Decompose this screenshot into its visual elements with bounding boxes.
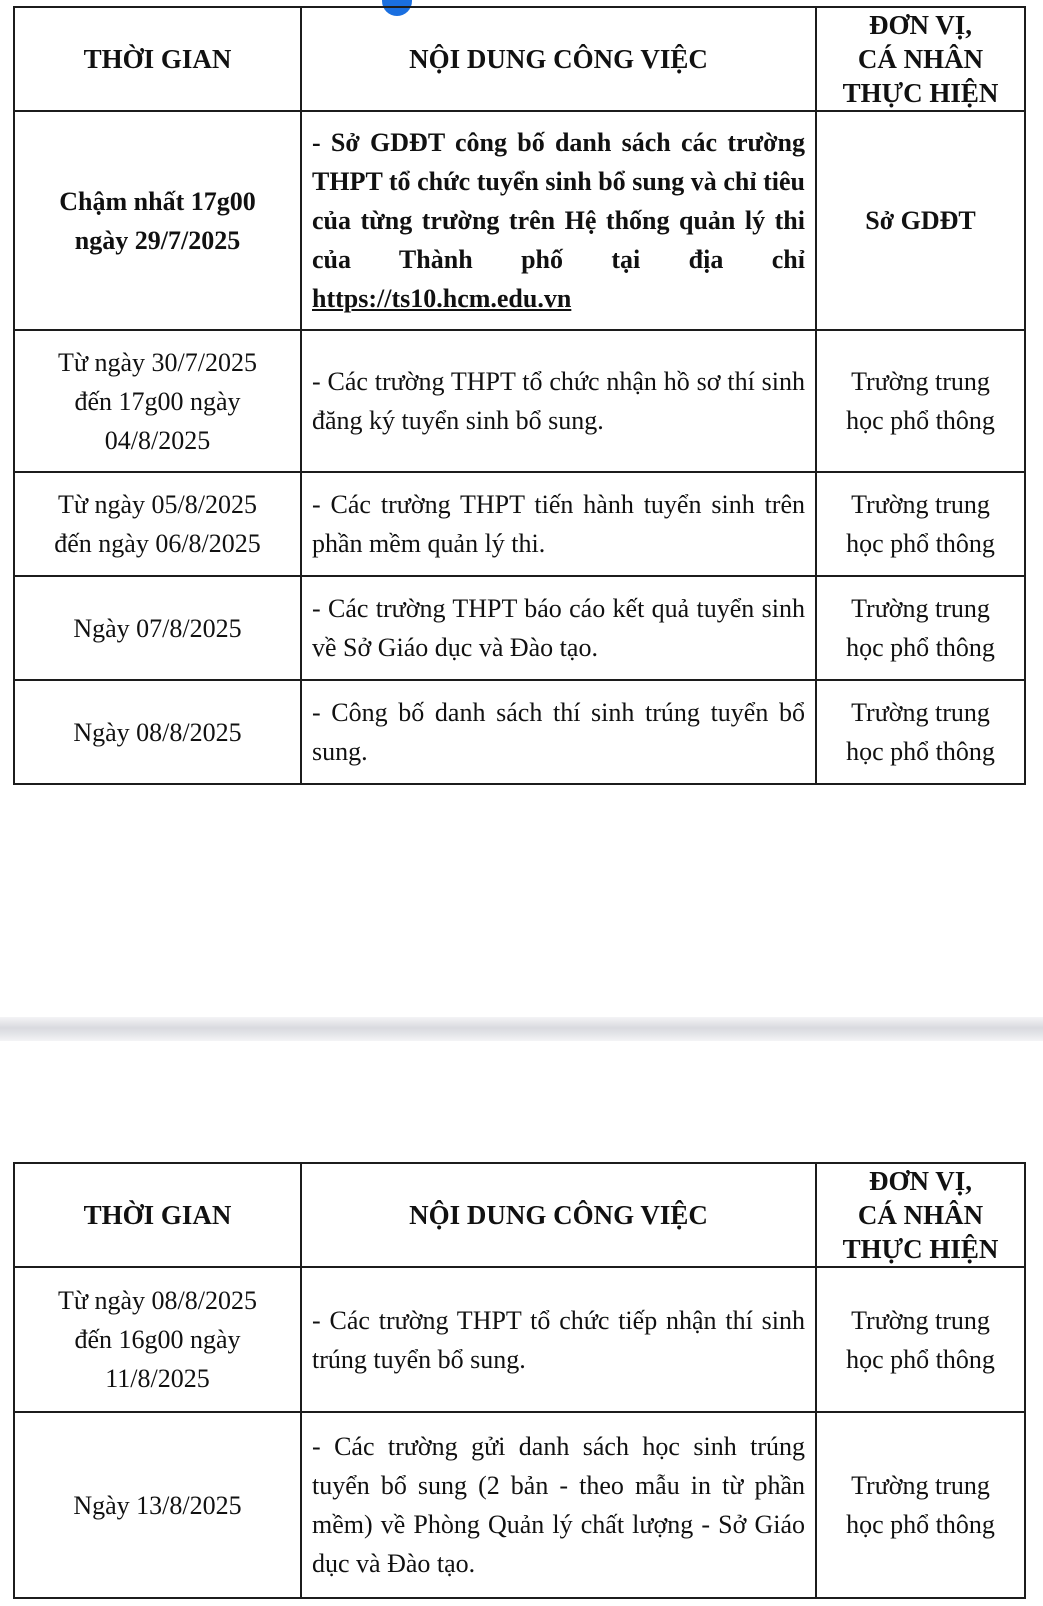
table-row xyxy=(14,1267,1025,1412)
table-row xyxy=(14,680,1025,784)
task-cell: - Công bố danh sách thí sinh trúng tuyển bổ sung. xyxy=(301,680,816,784)
time-cell: Ngày 08/8/2025 xyxy=(14,680,301,784)
unit-cell: Trường trung học phổ thông xyxy=(816,1267,1025,1412)
page-separator xyxy=(0,1017,1043,1041)
ts10-link[interactable]: https://ts10.hcm.edu.vn xyxy=(312,284,572,313)
header-unit: ĐƠN VỊ, CÁ NHÂN THỰC HIỆN xyxy=(816,7,1025,111)
header-time: THỜI GIAN xyxy=(14,7,301,111)
time-cell: Từ ngày 30/7/2025 đến 17g00 ngày 04/8/2025 xyxy=(14,330,301,472)
table-row xyxy=(14,111,1025,330)
task-cell: - Các trường gửi danh sách học sinh trúng tuyển bổ sung (2 bản - theo mẫu in từ phần mềm) về Phòng Quản lý chất lượng - Sở Giáo dục và Đào tạo. xyxy=(301,1412,816,1598)
unit-cell: Trường trung học phổ thông xyxy=(816,680,1025,784)
time-cell: Ngày 07/8/2025 xyxy=(14,576,301,680)
unit-cell: Trường trung học phổ thông xyxy=(816,1412,1025,1598)
unit-cell: Trường trung học phổ thông xyxy=(816,576,1025,680)
schedule-table-1 xyxy=(13,6,1026,785)
table-row xyxy=(14,576,1025,680)
unit-cell: Sở GDĐT xyxy=(816,111,1025,330)
task-cell: - Các trường THPT tổ chức tiếp nhận thí sinh trúng tuyển bổ sung. xyxy=(301,1267,816,1412)
header-time: THỜI GIAN xyxy=(14,1163,301,1267)
table-row xyxy=(14,472,1025,576)
unit-cell: Trường trung học phổ thông xyxy=(816,472,1025,576)
header-task: NỘI DUNG CÔNG VIỆC xyxy=(301,1163,816,1267)
time-cell: Từ ngày 08/8/2025 đến 16g00 ngày 11/8/2025 xyxy=(14,1267,301,1412)
table-row xyxy=(14,330,1025,472)
task-cell: - Các trường THPT tổ chức nhận hồ sơ thí sinh đăng ký tuyển sinh bổ sung. xyxy=(301,330,816,472)
task-cell: - Các trường THPT tiến hành tuyển sinh trên phần mềm quản lý thi. xyxy=(301,472,816,576)
task-cell: - Sở GDĐT công bố danh sách các trường THPT tổ chức tuyển sinh bổ sung và chỉ tiêu của từng trường trên Hệ thống quản lý thi của Thành phố tại địa chỉ https://ts10.hcm.edu.vn xyxy=(301,111,816,330)
task-cell: - Các trường THPT báo cáo kết quả tuyển sinh về Sở Giáo dục và Đào tạo. xyxy=(301,576,816,680)
time-cell: Chậm nhất 17g00 ngày 29/7/2025 xyxy=(14,111,301,330)
time-cell: Ngày 13/8/2025 xyxy=(14,1412,301,1598)
table-header-row xyxy=(14,1163,1025,1267)
unit-cell: Trường trung học phổ thông xyxy=(816,330,1025,472)
header-task: NỘI DUNG CÔNG VIỆC xyxy=(301,7,816,111)
schedule-table-2 xyxy=(13,1162,1026,1599)
table-row xyxy=(14,1412,1025,1598)
table-header-row xyxy=(14,7,1025,111)
time-cell: Từ ngày 05/8/2025 đến ngày 06/8/2025 xyxy=(14,472,301,576)
header-unit: ĐƠN VỊ, CÁ NHÂN THỰC HIỆN xyxy=(816,1163,1025,1267)
